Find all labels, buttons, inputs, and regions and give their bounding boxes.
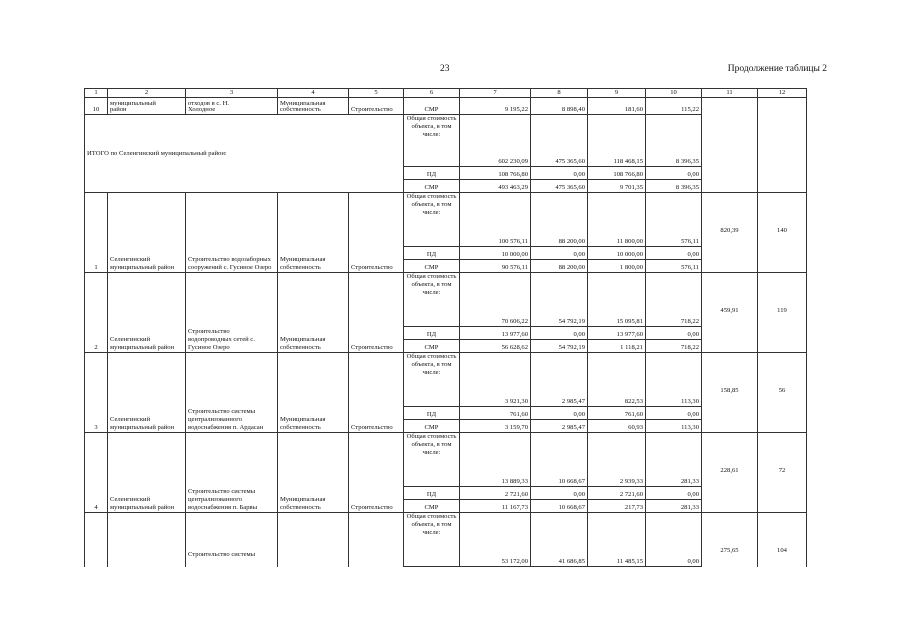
value-cell: 10 668,67 <box>531 500 588 513</box>
empty-cell <box>702 98 758 193</box>
value-cell: 576,11 <box>646 260 702 273</box>
cut-text: отходов в с. Н. <box>188 100 230 106</box>
row-number: 2 <box>85 273 108 353</box>
object-cell: Строительство системы централизованного водоснабжения п. Ардасан <box>186 353 278 433</box>
cost-type: СМР <box>404 500 460 513</box>
object-cell: Строительство системы <box>186 513 278 568</box>
cost-type: Общая стоимость объекта, в том числе: <box>404 115 460 167</box>
col-num: 9 <box>588 89 646 98</box>
value-cell: 0,00 <box>646 247 702 260</box>
col12-value: 140 <box>758 193 807 273</box>
ownership-cell: Муниципальная собственность <box>278 353 349 433</box>
value-cell: 15 095,81 <box>588 273 646 327</box>
work-type <box>349 513 404 568</box>
value-cell: 13 977,60 <box>588 327 646 340</box>
table-row <box>85 98 807 115</box>
value-cell: 108 766,80 <box>588 167 646 180</box>
cost-type: ПД <box>404 327 460 340</box>
value-cell: 13 889,33 <box>460 433 531 487</box>
empty-cell <box>531 567 588 568</box>
col11-value: 459,91 <box>702 273 758 353</box>
cost-type: ПД <box>404 247 460 260</box>
value-cell: 0,00 <box>531 247 588 260</box>
value-cell: 70 606,22 <box>460 273 531 327</box>
column-number-row <box>85 89 807 98</box>
value-cell: 11 800,00 <box>588 193 646 247</box>
col12-value: 104 <box>758 513 807 568</box>
value-cell: 11 485,15 <box>588 513 646 567</box>
cost-type: СМР <box>404 420 460 433</box>
value-cell: 0,00 <box>646 327 702 340</box>
row-number: 1 <box>85 193 108 273</box>
empty-cell <box>404 567 460 568</box>
value-cell: 8 396,35 <box>646 115 702 167</box>
value-cell: 181,60 <box>588 98 646 115</box>
ownership-cell: Муниципальная собственность <box>278 193 349 273</box>
col12-value: 72 <box>758 433 807 513</box>
district-text: район <box>110 106 127 113</box>
total-row <box>85 115 807 167</box>
row-number: 10 <box>85 98 108 115</box>
value-cell: 3 159,70 <box>460 420 531 433</box>
value-cell: 576,11 <box>646 193 702 247</box>
value-cell: 10 000,00 <box>460 247 531 260</box>
value-cell: 475 365,60 <box>531 115 588 167</box>
value-cell: 602 230,09 <box>460 115 531 167</box>
object-cell: Строительство системы централизованного водоснабжения п. Барвы <box>186 433 278 513</box>
ownership-cell: Муниципальная собственность <box>278 273 349 353</box>
value-cell: 54 792,19 <box>531 273 588 327</box>
col-num: 5 <box>349 89 404 98</box>
value-cell: 9 195,22 <box>460 98 531 115</box>
ownership-cell <box>278 98 349 115</box>
value-cell: 118 468,15 <box>588 115 646 167</box>
col12-value: 56 <box>758 353 807 433</box>
value-cell: 1 800,00 <box>588 260 646 273</box>
row-number <box>85 513 108 568</box>
value-cell: 0,00 <box>646 487 702 500</box>
table-row <box>85 513 807 567</box>
col-num: 8 <box>531 89 588 98</box>
value-cell: 88 200,00 <box>531 260 588 273</box>
table-row <box>85 273 807 327</box>
object-cell <box>186 98 278 115</box>
col-num: 11 <box>702 89 758 98</box>
col-num: 3 <box>186 89 278 98</box>
col-num: 1 <box>85 89 108 98</box>
total-title: ИТОГО по Селенгинский муниципальный район: <box>85 115 404 193</box>
value-cell: 0,00 <box>646 407 702 420</box>
district-cell: Селенгинский муниципальный район <box>108 193 186 273</box>
object-cell: Строительство водозаборных сооружений с. Гусиное Озеро <box>186 193 278 273</box>
cost-type: Общая стоимость объекта, в том числе: <box>404 353 460 407</box>
district-cell <box>108 98 186 115</box>
table-row <box>85 433 807 487</box>
table-row <box>85 353 807 407</box>
row-number: 4 <box>85 433 108 513</box>
cost-type: Общая стоимость объекта, в том числе: <box>404 433 460 487</box>
col-num: 12 <box>758 89 807 98</box>
value-cell: 822,53 <box>588 353 646 407</box>
cost-type: СМР <box>404 340 460 353</box>
page-number: 23 <box>440 64 450 74</box>
value-cell: 9 701,35 <box>588 180 646 193</box>
work-type: Строительство <box>349 433 404 513</box>
empty-cell <box>758 98 807 193</box>
col-num: 6 <box>404 89 460 98</box>
value-cell: 2 939,33 <box>588 433 646 487</box>
work-type: Строительство <box>349 353 404 433</box>
value-cell: 115,22 <box>646 98 702 115</box>
value-cell: 281,33 <box>646 433 702 487</box>
value-cell: 475 365,60 <box>531 180 588 193</box>
value-cell: 90 576,11 <box>460 260 531 273</box>
col-num: 7 <box>460 89 531 98</box>
ownership-cell: Муниципальная собственность <box>278 433 349 513</box>
value-cell: 0,00 <box>531 487 588 500</box>
value-cell: 41 686,85 <box>531 513 588 567</box>
value-cell: 2 985,47 <box>531 353 588 407</box>
value-cell: 761,60 <box>588 407 646 420</box>
value-cell: 11 167,73 <box>460 500 531 513</box>
value-cell: 2 721,60 <box>460 487 531 500</box>
value-cell: 718,22 <box>646 340 702 353</box>
cut-text: муниципальный <box>110 100 156 106</box>
value-cell: 0,00 <box>646 167 702 180</box>
value-cell: 56 628,62 <box>460 340 531 353</box>
value-cell: 761,60 <box>460 407 531 420</box>
value-cell: 281,33 <box>646 500 702 513</box>
value-cell: 13 977,60 <box>460 327 531 340</box>
empty-cell <box>588 567 646 568</box>
cost-type: ПД <box>404 487 460 500</box>
object-cell: Строительство водопроводных сетей с. Гусиное Озеро <box>186 273 278 353</box>
value-cell: 108 766,80 <box>460 167 531 180</box>
district-cell: Селенгинский муниципальный район <box>108 433 186 513</box>
value-cell: 100 576,11 <box>460 193 531 247</box>
ownership-text: собственность <box>280 106 321 113</box>
continuation-label: Продолжение таблицы 2 <box>727 64 827 74</box>
value-cell: 0,00 <box>531 407 588 420</box>
work-type: Строительство <box>349 273 404 353</box>
cut-text: Муниципальная <box>280 100 326 106</box>
value-cell: 1 118,21 <box>588 340 646 353</box>
value-cell: 718,22 <box>646 273 702 327</box>
ownership-cell <box>278 513 349 568</box>
col11-value: 820,39 <box>702 193 758 273</box>
value-cell: 217,73 <box>588 500 646 513</box>
cost-type: Общая стоимость объекта, в том числе: <box>404 513 460 567</box>
value-cell: 10 668,67 <box>531 433 588 487</box>
value-cell: 0,00 <box>646 513 702 567</box>
data-table <box>84 88 807 567</box>
cost-type: СМР <box>404 98 460 115</box>
cost-type: Общая стоимость объекта, в том числе: <box>404 273 460 327</box>
col12-value: 119 <box>758 273 807 353</box>
cost-type: ПД <box>404 407 460 420</box>
value-cell: 10 000,00 <box>588 247 646 260</box>
cost-type: ПД <box>404 167 460 180</box>
cost-type: СМР <box>404 260 460 273</box>
value-cell: 88 200,00 <box>531 193 588 247</box>
value-cell: 3 921,30 <box>460 353 531 407</box>
value-cell: 2 721,60 <box>588 487 646 500</box>
data-table-container <box>84 88 808 567</box>
value-cell: 0,00 <box>531 327 588 340</box>
value-cell: 8 898,40 <box>531 98 588 115</box>
row-number: 3 <box>85 353 108 433</box>
value-cell: 54 792,19 <box>531 340 588 353</box>
district-cell: Селенгинский муниципальный район <box>108 353 186 433</box>
value-cell: 53 172,00 <box>460 513 531 567</box>
empty-cell <box>460 567 531 568</box>
district-cell <box>108 513 186 568</box>
col11-value: 228,61 <box>702 433 758 513</box>
value-cell: 113,30 <box>646 420 702 433</box>
value-cell: 2 985,47 <box>531 420 588 433</box>
value-cell: 493 463,29 <box>460 180 531 193</box>
value-cell: 113,30 <box>646 353 702 407</box>
cost-type: СМР <box>404 180 460 193</box>
work-type: Строительство <box>349 98 404 115</box>
value-cell: 0,00 <box>531 167 588 180</box>
col-num: 10 <box>646 89 702 98</box>
value-cell: 8 396,35 <box>646 180 702 193</box>
col11-value: 158,85 <box>702 353 758 433</box>
col-num: 4 <box>278 89 349 98</box>
object-text: Холодное <box>188 106 216 113</box>
district-cell: Селенгинский муниципальный район <box>108 273 186 353</box>
empty-cell <box>646 567 702 568</box>
cost-type: Общая стоимость объекта, в том числе: <box>404 193 460 247</box>
table-row <box>85 193 807 247</box>
col-num: 2 <box>108 89 186 98</box>
col11-value: 275,65 <box>702 513 758 568</box>
work-type: Строительство <box>349 193 404 273</box>
value-cell: 60,93 <box>588 420 646 433</box>
